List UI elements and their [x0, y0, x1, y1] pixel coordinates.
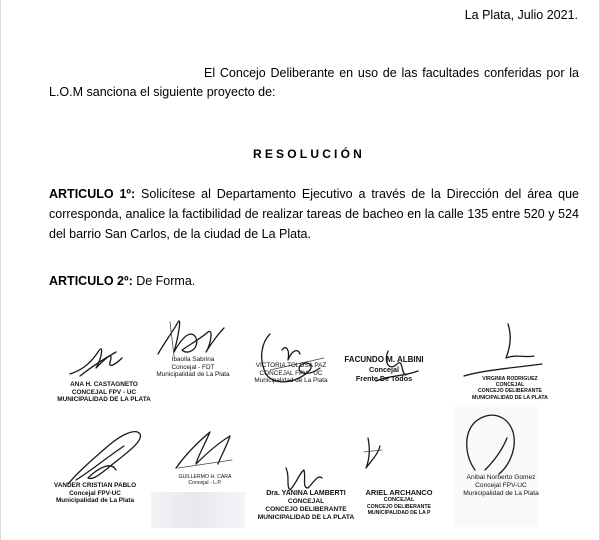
signature-block [445, 408, 555, 528]
article-1 [49, 184, 579, 244]
signature-caption [52, 482, 138, 505]
signature-institution: Municipalidad de La Plata [463, 489, 539, 497]
signature-role: CONCEJAL FPV - UC [71, 388, 137, 396]
signature-caption [354, 488, 444, 516]
signature-block [334, 345, 434, 405]
signature-name: ARIEL ARCHANCO [365, 488, 433, 497]
signature-name: VICTORIA TOLOSA PAZ [255, 362, 327, 369]
signature-caption [148, 356, 238, 379]
handwritten-signature [52, 420, 152, 520]
signature-municipality: MUNICIPALIDAD DE LA PLATA [257, 513, 355, 521]
signature-caption [334, 355, 434, 383]
signature-caption [246, 362, 336, 385]
signature-block [240, 320, 340, 410]
signature-role: Concejal - FDT [171, 363, 215, 371]
signature-role: CONCEJAL [287, 498, 325, 505]
signature-name: GUILLERMO H. CARA [178, 474, 232, 480]
intro-paragraph: El Concejo Deliberante en uso de las facultades conferidas por la L.O.M sanciona el siguiente proyecto de: [49, 66, 579, 99]
handwritten-signature [356, 432, 456, 532]
signature-name: ANA H. CASTAGNETO [70, 381, 138, 388]
article-1-heading: ARTICULO 1º: [49, 187, 136, 201]
signature-block [52, 420, 152, 520]
signature-municipality: MUNICIPALIDAD DE LA PLATA [472, 394, 548, 401]
signature-role: Concejal FPV-UC [475, 481, 527, 489]
signature-institution: CONCEJO DELIBERANTE [265, 505, 347, 513]
signature-institution: Municipalidad de La Plata [156, 371, 230, 379]
document-title: RESOLUCIÓN [252, 147, 365, 161]
signature-role: Concejal [369, 365, 399, 374]
article-2-text: De Forma. [132, 274, 196, 288]
signature-institution: MUNICIPALIDAD DE LA PLATA [57, 396, 151, 404]
signature-municipality: MUNICIPALIDAD DE LA P [367, 509, 431, 516]
signature-role: CONCEJAL FPV - UC [259, 369, 323, 377]
article-1-text: Solicítese al Departamento Ejecutivo a través de la Dirección del área que corresponda, analice la factibilidad de realizar tareas de bacheo en la calle 135 entre 520 y 524 del barrio San Carlos, de la ciudad de La Plata. [49, 187, 579, 241]
signature-role: CONCEJAL [383, 497, 415, 503]
signature-name: Anibal Norberto Gomez [466, 474, 536, 481]
signature-caption [451, 474, 551, 497]
signature-role: Concejal FPV-UC [69, 489, 121, 497]
signature-caption [160, 474, 250, 486]
article-2-heading: ARTICULO 2º: [49, 274, 133, 288]
signature-block [57, 312, 151, 412]
article-2 [49, 271, 579, 291]
signature-caption [462, 376, 558, 401]
signature-institution: Frente De Todos [355, 374, 413, 383]
signature-name: FACUNDO M. ALBINI [344, 355, 424, 364]
signature-caption [256, 490, 356, 521]
signature-institution: Municipalidad de La Plata [55, 497, 135, 505]
signature-name: Ibaolla Sabrina [171, 356, 215, 363]
handwritten-signature [160, 424, 250, 504]
signature-institution: CONCEJO DELIBERANTE [367, 503, 431, 510]
signature-block [256, 458, 356, 538]
signature-name: VIRGINIA RODRIGUEZ [482, 376, 538, 382]
signature-block [356, 432, 456, 532]
signature-role: CONCEJAL [495, 382, 525, 389]
handwritten-signature [445, 408, 555, 528]
signature-block [450, 318, 560, 408]
signature-institution: CONCEJO DELIBERANTE [478, 388, 542, 395]
signature-institution: Municipalidad de La Plata [254, 377, 328, 385]
signature-name: VANDER CRISTIAN PABLO [53, 482, 137, 489]
signature-role: Concejal - L.P. [188, 480, 222, 487]
signature-block [148, 312, 238, 412]
signature-caption [54, 381, 154, 404]
signature-name: Dra. YANINA LAMBERTI [266, 490, 346, 497]
signature-block [160, 424, 250, 504]
document-date: La Plata, Julio 2021. [464, 8, 578, 22]
